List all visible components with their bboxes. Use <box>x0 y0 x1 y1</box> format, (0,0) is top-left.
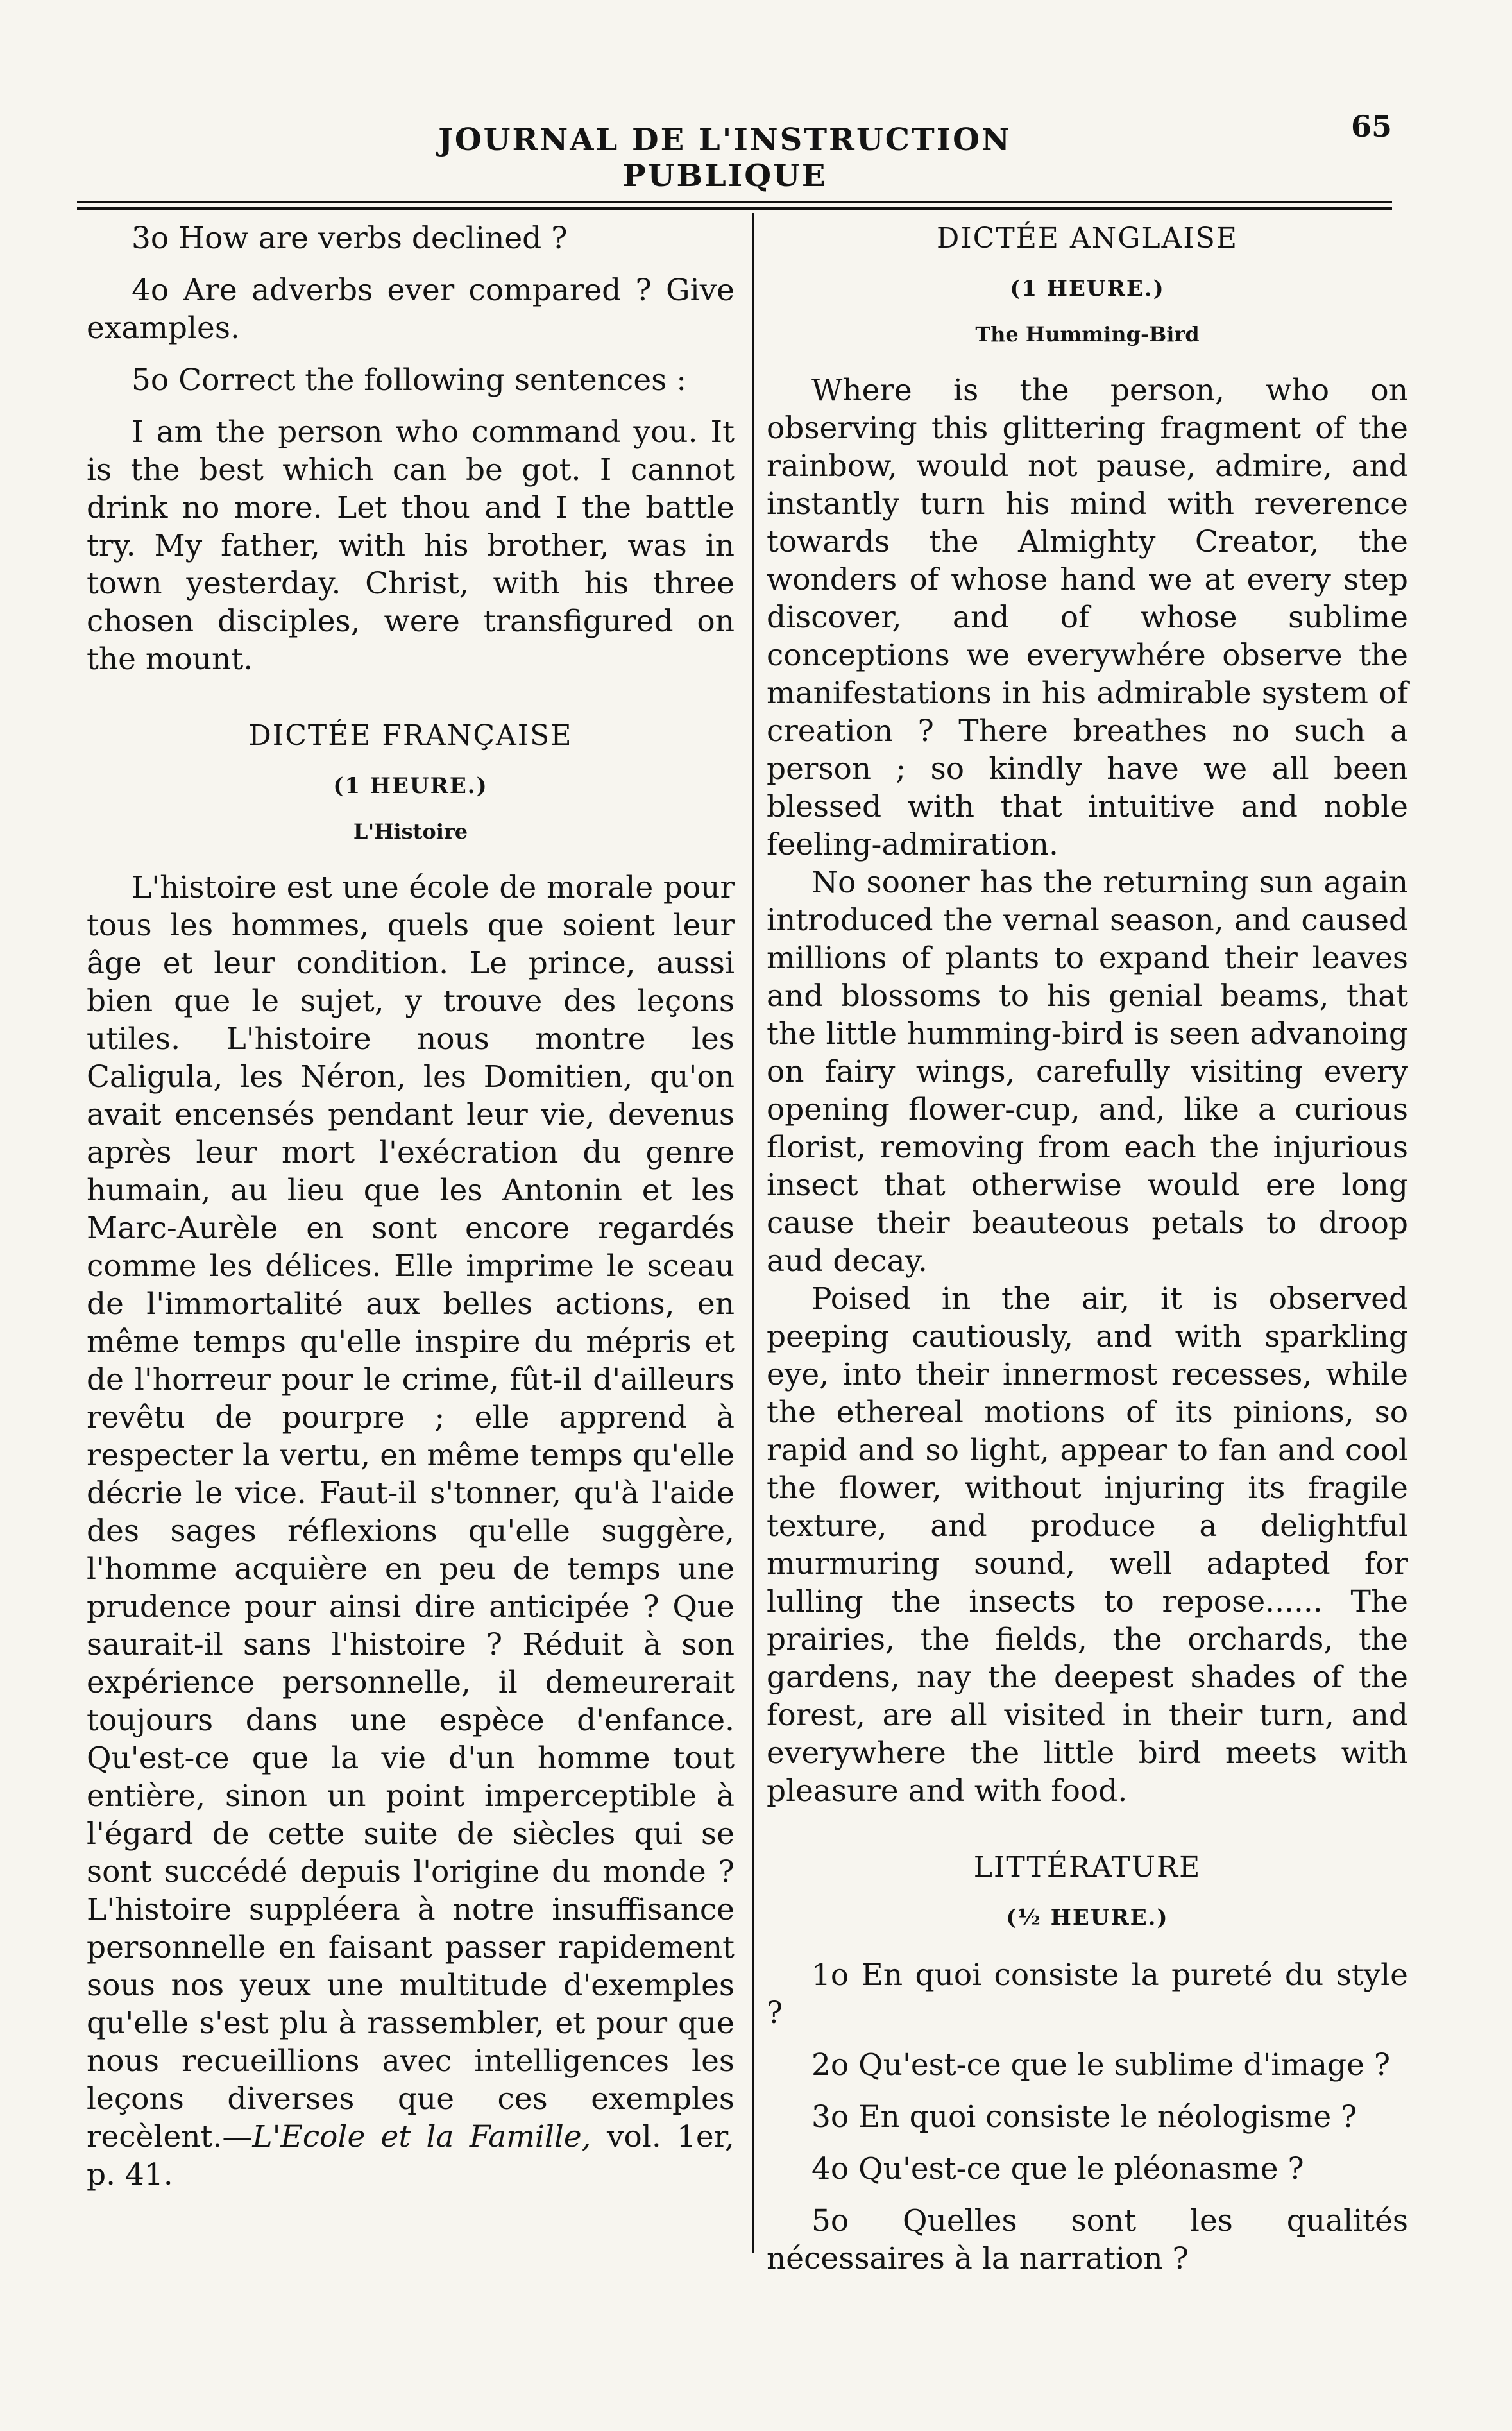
dictee-anglaise-subtitle: The Humming-Bird <box>975 322 1200 346</box>
question-4: 4o Are adverbs ever compared ? Give examples. <box>87 273 735 346</box>
question-5: 5o Correct the following sentences : <box>132 363 687 398</box>
dictee-anglaise-title: DICTÉE ANGLAISE <box>937 222 1238 255</box>
litterature-question-4: 4o Qu'est-ce que le pléonasme ? <box>811 2151 1304 2187</box>
histoire-citation-tail: vol. 1er, p. 41. <box>87 2119 735 2192</box>
litterature-question-3: 3o En quoi consiste le néologisme ? <box>811 2099 1357 2135</box>
dictee-francaise-subtitle: L'Histoire <box>353 819 468 844</box>
litterature-question-5: 5o Quelles sont les qualités nécessaires à la narration ? <box>767 2203 1408 2276</box>
left-column <box>87 219 735 2194</box>
litterature-question-2: 2o Qu'est-ce que le sublime d'image ? <box>811 2047 1391 2083</box>
header-rule-thick <box>77 207 1392 210</box>
humming-bird-paragraph-3: Poised in the air, it is observed peeping cautiously, and with sparkling eye, into their innermost recesses, while the ethereal motions of its pinions, so rapid and so light, appear to fan and cool the flower, without injuring its fragile texture, and produce a delightful murmuring sound, well adapted for lulling the insects to repose...... The prairies, the fields, the orchards, the gardens, nay the deepest shades of the forest, are all visited in their turn, and everywhere the little bird meets with pleasure and with food. <box>767 1281 1408 1809</box>
running-title: JOURNAL DE L'INSTRUCTION PUBLIQUE <box>438 122 1012 194</box>
humming-bird-paragraph-1: Where is the person, who on observing this glittering fragment of the rainbow, would not pause, admire, and instantly turn his mind with reverence towards the Almighty Creator, the wonders of whose hand we at every step discover, and of whose sublime conceptions we everywhére observe the manifestations in his admirable system of creation ? There breathes no such a person ; so kindly have we all been blessed with that intuitive and noble feeling-admiration. <box>767 373 1408 862</box>
dictee-francaise-title: DICTÉE FRANÇAISE <box>248 719 573 752</box>
right-column <box>767 219 1408 2292</box>
page-number: 65 <box>1350 109 1392 144</box>
dictee-francaise-text <box>87 869 735 2194</box>
column-divider <box>752 213 754 2253</box>
dictee-francaise-duration: (1 HEURE.) <box>333 773 488 799</box>
humming-bird-paragraph-2: No sooner has the returning sun again introduced the vernal season, and caused millions of plants to expand their leaves and blossoms to his genial beams, that the little humming-bird is seen advanoing on fairy wings, carefully visiting every opening flower-cup, and, like a curious florist, removing from each the injurious insect that otherwise would ere long cause their beauteous petals to droop aud decay. <box>767 865 1408 1279</box>
dictee-anglaise-duration: (1 HEURE.) <box>1010 276 1165 302</box>
sentences-to-correct: I am the person who command you. It is the best which can be got. I cannot drink no more. Let thou and I the battle try. My father, with his brother, was in town yesterday. Christ, with his three chosen disciples, were transfigured on the mount. <box>87 414 735 677</box>
litterature-title: LITTÉRATURE <box>973 1851 1202 1884</box>
litterature-duration: (½ HEURE.) <box>1006 1905 1169 1931</box>
histoire-citation: L'Ecole et la Famille, <box>252 2119 591 2154</box>
header-rule-thin <box>77 201 1392 203</box>
histoire-body: L'histoire est une école de morale pour tous les hommes, quels que soient leur âge et leur condition. Le prince, aussi bien que le sujet, y trouve des leçons utiles. L'histoire nous montre les Caligula, les Néron, les Domitien, qu'on avait encensés pendant leur vie, devenus après leur mort l'exécration du genre humain, au lieu que les Antonin et les Marc-Aurèle en sont encore regardés comme les délices. Elle imprime le sceau de l'immortalité aux belles actions, en même temps qu'elle inspire du mépris et de l'horreur pour le crime, fût-il d'ailleurs revêtu de pourpre ; elle apprend à respecter la vertu, en même temps qu'elle décrie le vice. Faut-il s'tonner, qu'à l'aide des sages réflexions qu'elle suggère, l'homme acquière en peu de temps une prudence pour ainsi dire anticipée ? Que saurait-il sans l'histoire ? Réduit à son expérience personnelle, il demeurerait toujours dans une espèce d'enfance. Qu'est-ce que la vie d'un homme tout entière, sinon un point imperceptible à l'égard de cette suite de siècles qui se sont succédé depuis l'origine du monde ? L'histoire suppléera à notre insuffisance personnelle en faisant passer rapidement sous nos yeux une multitude d'exemples qu'elle s'est plu à rassembler, et pour que nous recueillions avec intelligences les leçons diverses que ces exemples recèlent.— <box>87 870 735 2154</box>
page-header <box>77 109 1392 194</box>
question-3: 3o How are verbs declined ? <box>132 221 568 256</box>
litterature-question-1: 1o En quoi consiste la pureté du style ? <box>767 1958 1408 2031</box>
